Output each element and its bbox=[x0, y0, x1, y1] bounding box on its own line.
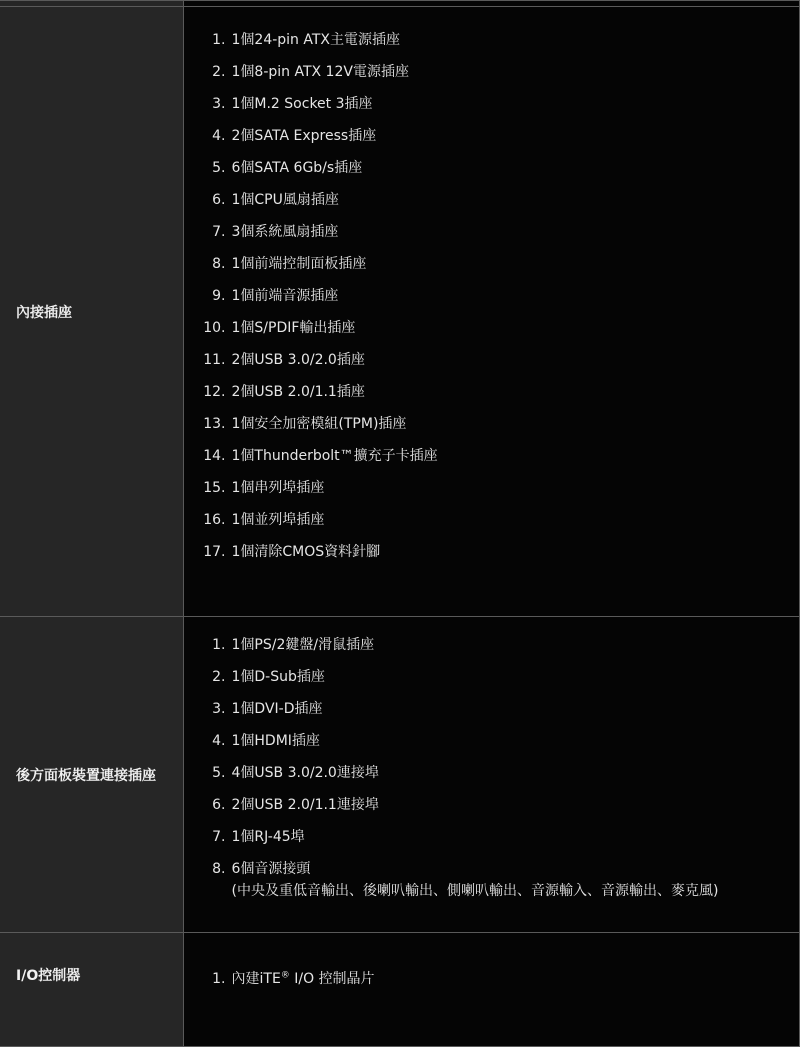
item-main-text: 6個音源接頭 bbox=[231, 861, 311, 877]
value-cell bbox=[183, 933, 800, 1047]
item-text: 1個CPU風扇插座 bbox=[231, 192, 339, 208]
list-item bbox=[184, 413, 800, 445]
list-item bbox=[184, 509, 800, 541]
item-number: 6. bbox=[212, 192, 226, 208]
item-text: 1個HDMI插座 bbox=[231, 733, 320, 749]
list-item bbox=[184, 61, 800, 93]
list-item bbox=[184, 730, 800, 762]
list-item bbox=[184, 189, 800, 221]
item-number: 2. bbox=[212, 669, 226, 685]
item-number: 1. bbox=[212, 971, 226, 987]
item-number: 6. bbox=[212, 797, 226, 813]
item-text: 1個M.2 Socket 3插座 bbox=[231, 96, 373, 112]
list-item bbox=[184, 253, 800, 285]
item-number: 5. bbox=[212, 160, 226, 176]
item-number: 7. bbox=[212, 224, 226, 240]
table-row-io-controller bbox=[0, 933, 800, 1047]
item-text: 6個SATA 6Gb/s插座 bbox=[231, 160, 363, 176]
list-item bbox=[184, 541, 800, 573]
value-cell bbox=[183, 7, 800, 617]
internal-connectors-list bbox=[184, 29, 800, 573]
item-number: 1. bbox=[212, 637, 226, 653]
list-item bbox=[184, 762, 800, 794]
row-label: I/O控制器 bbox=[0, 933, 183, 1047]
item-number: 4. bbox=[212, 733, 226, 749]
item-number: 4. bbox=[212, 128, 226, 144]
list-item bbox=[184, 381, 800, 413]
item-text: 1個前端音源插座 bbox=[231, 288, 339, 304]
value-cell bbox=[183, 617, 800, 933]
list-item bbox=[184, 666, 800, 698]
item-text: 1個RJ-45埠 bbox=[231, 829, 305, 845]
item-number: 15. bbox=[203, 480, 226, 496]
item-text: 2個USB 2.0/1.1插座 bbox=[231, 384, 365, 400]
list-item bbox=[184, 29, 800, 61]
item-text: 1個D-Sub插座 bbox=[231, 669, 325, 685]
list-item bbox=[184, 794, 800, 826]
item-number: 14. bbox=[203, 448, 226, 464]
list-item bbox=[184, 858, 800, 902]
list-item bbox=[184, 445, 800, 477]
item-number: 7. bbox=[212, 829, 226, 845]
item-number: 10. bbox=[203, 320, 226, 336]
item-text: 1個清除CMOS資料針腳 bbox=[231, 544, 381, 560]
item-main-text: 內建iTE bbox=[231, 971, 281, 987]
table-row-internal-connectors bbox=[0, 7, 800, 617]
item-number: 12. bbox=[203, 384, 226, 400]
item-number: 13. bbox=[203, 416, 226, 432]
item-text bbox=[232, 968, 800, 990]
table-row-rear-panel bbox=[0, 617, 800, 933]
item-note: (中央及重低音輸出、後喇叭輸出、側喇叭輸出、音源輸入、音源輸出、麥克風) bbox=[231, 883, 719, 899]
list-item bbox=[184, 349, 800, 381]
item-text: 3個系統風扇插座 bbox=[231, 224, 339, 240]
item-text: 1個安全加密模組(TPM)插座 bbox=[231, 416, 407, 432]
item-number: 3. bbox=[212, 701, 226, 717]
list-item bbox=[184, 157, 800, 189]
item-text: 2個SATA Express插座 bbox=[231, 128, 377, 144]
item-text: 1個串列埠插座 bbox=[231, 480, 325, 496]
registered-mark: ® bbox=[280, 970, 290, 981]
row-label: 後方面板裝置連接插座 bbox=[0, 617, 183, 933]
list-item bbox=[184, 698, 800, 730]
list-item bbox=[184, 125, 800, 157]
item-number: 5. bbox=[212, 765, 226, 781]
item-text: 1個24-pin ATX主電源插座 bbox=[231, 32, 401, 48]
list-item bbox=[184, 826, 800, 858]
item-number: 2. bbox=[212, 64, 226, 80]
item-text: 2個USB 3.0/2.0插座 bbox=[231, 352, 365, 368]
item-number: 1. bbox=[212, 32, 226, 48]
item-text: 1個並列埠插座 bbox=[231, 512, 325, 528]
list-item bbox=[184, 968, 800, 1000]
item-text: 1個PS/2鍵盤/滑鼠插座 bbox=[231, 637, 375, 653]
item-number: 9. bbox=[212, 288, 226, 304]
item-suffix: I/O 控制晶片 bbox=[289, 971, 375, 987]
item-number: 17. bbox=[203, 544, 226, 560]
item-text: 1個Thunderbolt™擴充子卡插座 bbox=[231, 448, 438, 464]
item-text: 4個USB 3.0/2.0連接埠 bbox=[231, 765, 379, 781]
list-item bbox=[184, 93, 800, 125]
list-item bbox=[184, 634, 800, 666]
list-item bbox=[184, 317, 800, 349]
row-label: 內接插座 bbox=[0, 7, 183, 617]
item-text: 1個S/PDIF輸出插座 bbox=[231, 320, 356, 336]
item-text: 1個DVI-D插座 bbox=[231, 701, 323, 717]
io-controller-list bbox=[184, 968, 800, 1000]
item-number: 8. bbox=[212, 861, 226, 877]
list-item bbox=[184, 285, 800, 317]
item-number: 8. bbox=[212, 256, 226, 272]
item-text: 2個USB 2.0/1.1連接埠 bbox=[231, 797, 379, 813]
item-number: 11. bbox=[203, 352, 226, 368]
list-item bbox=[184, 221, 800, 253]
item-number: 16. bbox=[203, 512, 226, 528]
item-text: 1個8-pin ATX 12V電源插座 bbox=[231, 64, 409, 80]
item-number: 3. bbox=[212, 96, 226, 112]
item-text: 1個前端控制面板插座 bbox=[231, 256, 367, 272]
rear-panel-list bbox=[184, 634, 800, 902]
list-item bbox=[184, 477, 800, 509]
item-text bbox=[232, 858, 800, 902]
